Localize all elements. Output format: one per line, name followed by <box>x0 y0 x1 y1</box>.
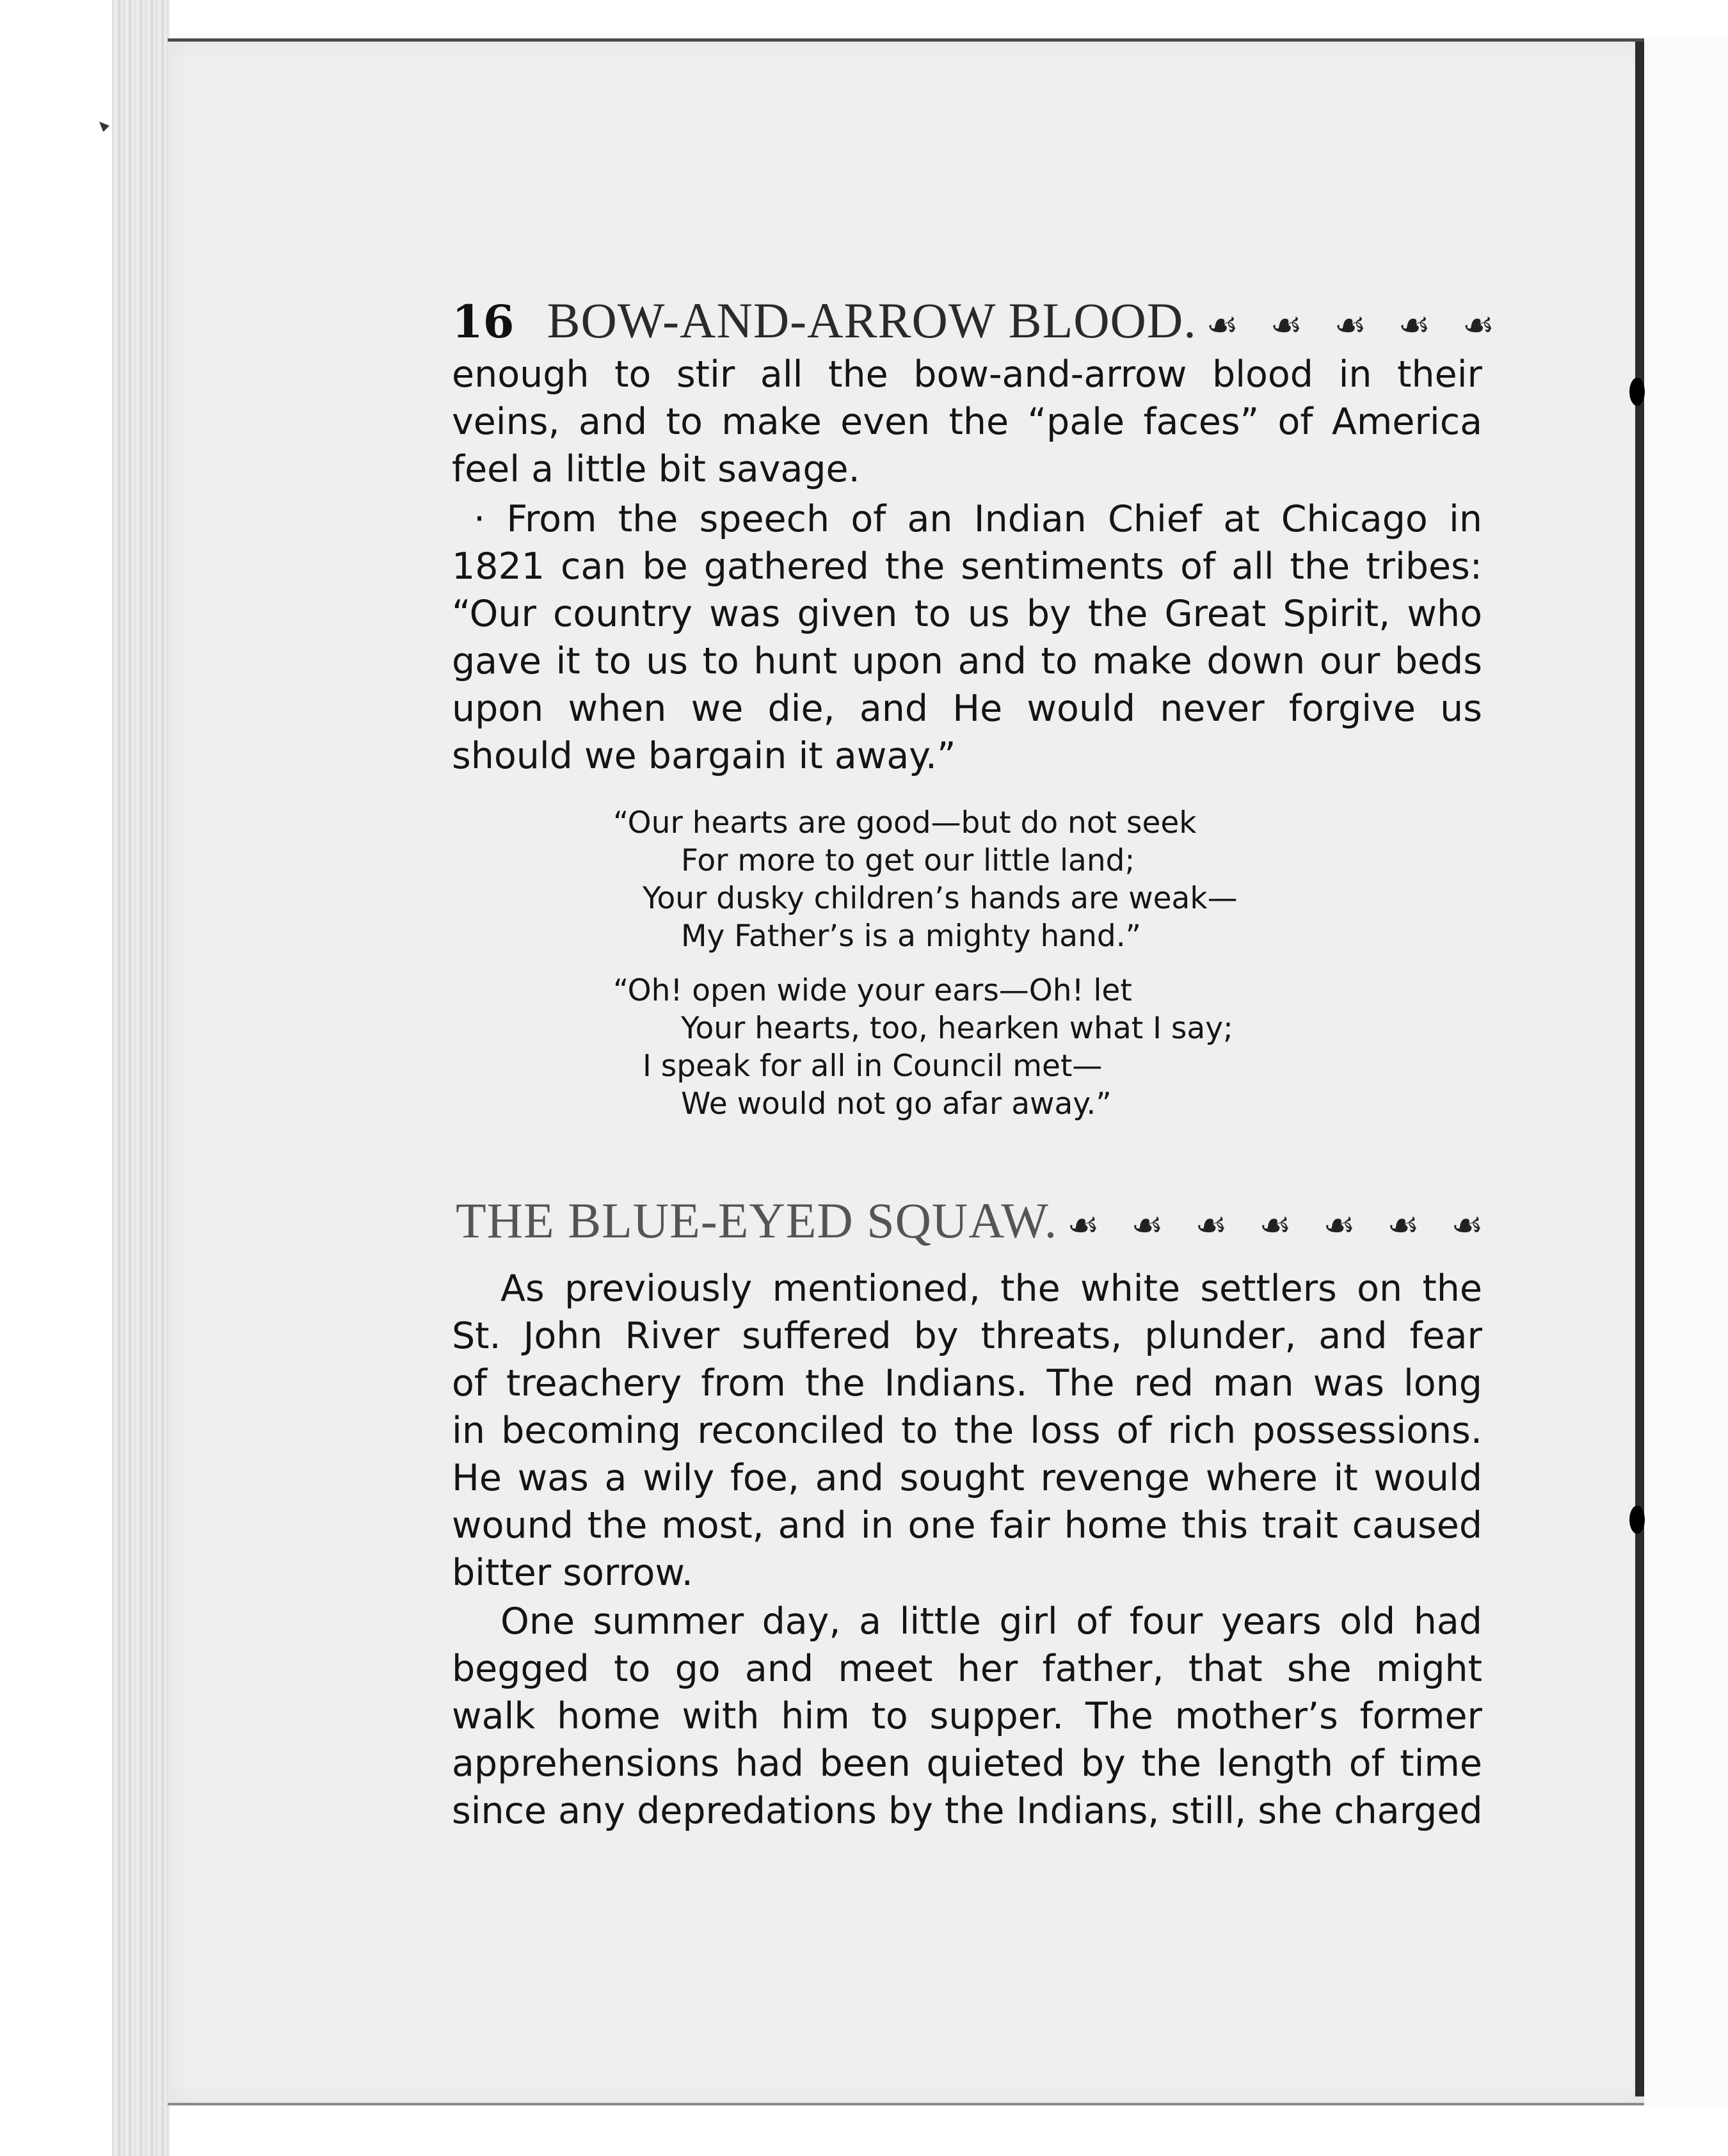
text-line: feel a little bit savage. <box>452 448 860 490</box>
text-line: veins, and to make even the “pale faces” of America <box>452 401 1482 443</box>
facing-page <box>1644 38 1728 2106</box>
text-line: enough to stir all the bow-and-arrow blood in their <box>452 353 1482 396</box>
text-line: walk home with him to supper. The mother’s former <box>452 1695 1482 1737</box>
ornament: ☙ ☙ ☙ ☙ ☙ <box>1206 305 1505 346</box>
text-line: begged to go and meet her father, that she might <box>452 1648 1482 1690</box>
paragraph <box>452 1265 1482 1597</box>
text-line: 1821 can be gathered the sentiments of all the tribes: <box>452 545 1482 588</box>
text-line: gave it to us to hunt upon and to make down our beds <box>452 640 1482 682</box>
text-line: in becoming reconciled to the loss of rich possessions. <box>452 1410 1482 1452</box>
verse-line: We would not go afar away.” <box>681 1086 1112 1122</box>
section-heading <box>456 1192 1512 1256</box>
text-line: apprehensions had been quieted by the length of time <box>452 1742 1482 1785</box>
verse-stanza <box>613 804 1381 955</box>
text-line: He was a wily foe, and sought revenge where it would <box>452 1457 1482 1499</box>
verse-line: “Our hearts are good—but do not seek <box>613 805 1197 841</box>
binding-hole <box>1629 1506 1645 1534</box>
text-line: As previously mentioned, the white settlers on the <box>500 1267 1482 1310</box>
text-line: “Our country was given to us by the Great Spirit, who <box>452 593 1482 635</box>
text-line: since any depredations by the Indians, still, she charged <box>452 1790 1483 1832</box>
text-line: wound the most, and in one fair home this trait caused <box>452 1504 1482 1547</box>
verse-line: My Father’s is a mighty hand.” <box>681 919 1142 954</box>
binding-hole <box>1629 378 1645 406</box>
text-line: St. John River suffered by threats, plunder, and fear <box>452 1315 1482 1357</box>
text-line: One summer day, a little girl of four years old had <box>500 1600 1482 1643</box>
verse-line: Your hearts, too, hearken what I say; <box>681 1011 1233 1046</box>
verse-line: “Oh! open wide your ears—Oh! let <box>613 973 1132 1008</box>
page-stack-edge <box>112 0 170 2156</box>
running-header <box>452 292 1508 356</box>
chapter-title: BOW-AND-ARROW BLOOD. <box>547 293 1197 348</box>
section-title: THE BLUE-EYED SQUAW. <box>456 1193 1058 1248</box>
text-line: of treachery from the Indians. The red man was long <box>452 1362 1482 1404</box>
text-line: bitter sorrow. <box>452 1552 693 1594</box>
page-number: 16 <box>452 295 515 348</box>
binding-edge <box>1635 42 1644 2096</box>
paragraph <box>452 1598 1482 1835</box>
verse-stanza <box>613 972 1381 1123</box>
ornament: ☙ ☙ ☙ ☙ ☙ ☙ ☙ <box>1067 1205 1494 1246</box>
verse-line: For more to get our little land; <box>681 843 1135 878</box>
paragraph <box>452 495 1482 780</box>
scan-mark <box>99 122 109 132</box>
verse-line: Your dusky children’s hands are weak— <box>643 881 1238 916</box>
verse-line: I speak for all in Council met— <box>643 1049 1103 1084</box>
paragraph <box>452 351 1482 493</box>
text-line: upon when we die, and He would never forgive us <box>452 688 1482 730</box>
text-line: should we bargain it away.” <box>452 735 956 777</box>
text-line: · From the speech of an Indian Chief at Chicago in <box>474 498 1482 540</box>
